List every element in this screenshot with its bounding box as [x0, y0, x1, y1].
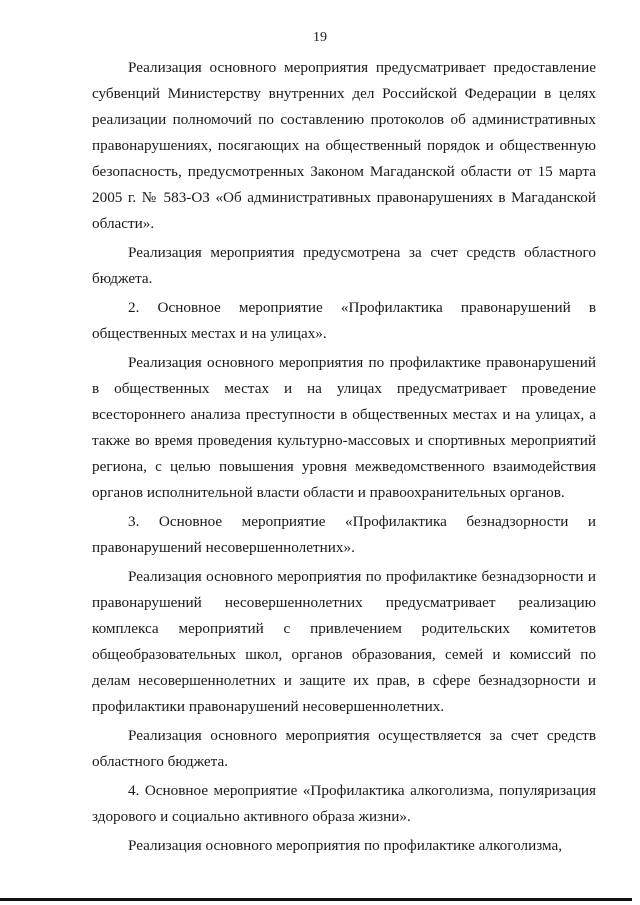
paragraph-minors: Реализация основного мероприятия по профилактике безнадзорности и правонарушений несовершеннолетних предусматривает реализацию комплекса мероприятий с привлечением родительских комитетов общеобразовательных школ, органов образования, семей и комиссий по делам несовершеннолетних и защите их прав, в сфере безнадзорности и профилактики правонарушений несовершеннолетних.	[92, 568, 596, 715]
paragraph-alcoholism: Реализация основного мероприятия по профилактике алкоголизма,	[128, 837, 563, 854]
paragraph-funding-budget: Реализация основного мероприятия осуществляется за счет средств областного бюджета.	[92, 727, 596, 770]
paragraph-funding-regional: Реализация мероприятия предусмотрена за счет средств областного бюджета.	[92, 244, 596, 287]
paragraph-public-places: Реализация основного мероприятия по профилактике правонарушений в общественных местах и на улицах предусматривает проведение всестороннего анализа преступности в общественных местах и на улицах, а также во время проведения культурно-массовых и спортивных мероприятий региона, с целью повышения уровня межведомственного взаимодействия органов исполнительной власти области и правоохранительных органов.	[92, 354, 596, 501]
heading-measure-3: 3. Основное мероприятие «Профилактика безнадзорности и правонарушений несовершеннолетних».	[92, 513, 596, 556]
heading-measure-4: 4. Основное мероприятие «Профилактика алкоголизма, популяризация здорового и социально активного образа жизни».	[92, 782, 596, 825]
document-body	[92, 55, 596, 859]
page-number: 19	[313, 30, 327, 45]
heading-measure-2: 2. Основное мероприятие «Профилактика правонарушений в общественных местах и на улицах».	[92, 299, 596, 342]
bottom-rule	[0, 898, 632, 901]
paragraph-subvention: Реализация основного мероприятия предусматривает предоставление субвенций Министерству внутренних дел Российской Федерации в целях реализации полномочий по составлению протоколов об административных правонарушениях, посягающих на общественный порядок и общественную безопасность, предусмотренных Законом Магаданской области от 15 марта 2005 г. № 583-ОЗ «Об административных правонарушениях в Магаданской области».	[92, 59, 596, 232]
